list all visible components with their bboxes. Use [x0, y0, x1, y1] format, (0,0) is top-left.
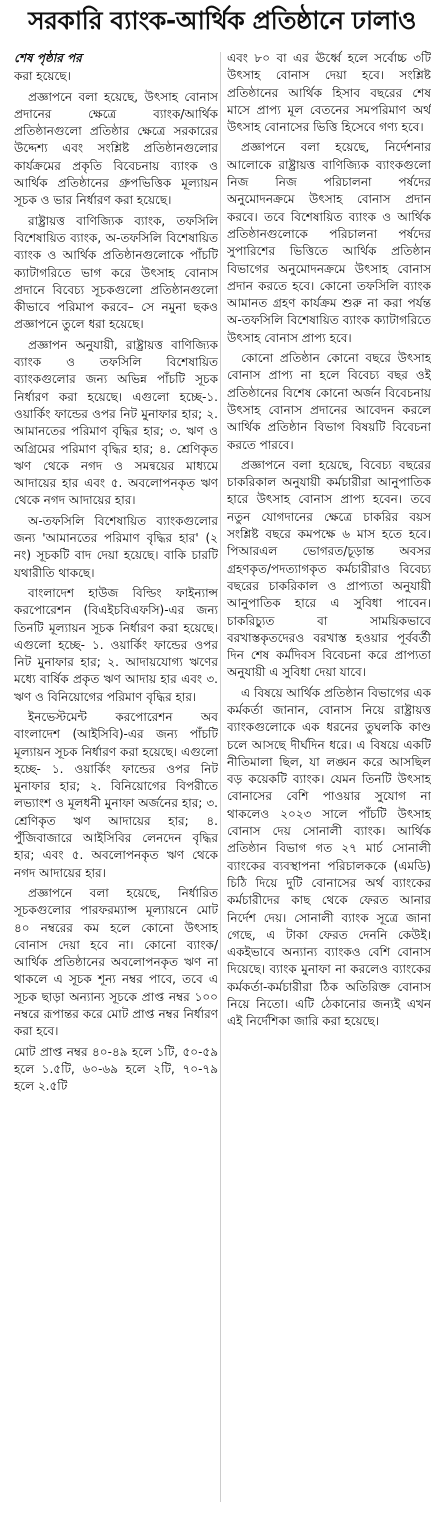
- paragraph: ইনভেস্টমেন্ট করপোরেশন অব বাংলাদেশ (আইসিবি)-এর জন্য পাঁচটি মূল্যায়ন সূচক নির্ধারণ করা হয়েছে। এগুলো হচ্ছে- ১. ওয়ার্কিং ফান্ডের ওপর নিট মুনাফার হার; ২. বিনিয়োগের বিপরীতে লভ্যাংশ ও মূলধনী মুনাফা অর্জনের হার; ৩. শ্রেণিকৃত ঋণ আদায়ের হার; ৪. পুঁজিবাজারে আইসিবির লেনদেন বৃদ্ধির হার; এবং ৫. অবলোপনকৃত ঋণ থেকে নগদ আদায়ের হার।: [14, 709, 218, 880]
- paragraph: এবং ৮০ বা এর ঊর্ধ্বে হলে সর্বোচ্চ ৩টি উৎসাহ বোনাস দেয়া হবে। সংশ্লিষ্ট প্রতিষ্ঠানের আর্থিক হিসাব বছরের শেষ মাসে প্রাপ্য মূল বেতনের সমপরিমাণ অর্থ উৎসাহ বোনাসের ভিত্তি হিসেবে গণ্য হবে।: [227, 51, 431, 135]
- paragraph: কোনো প্রতিষ্ঠান কোনো বছরে উৎসাহ বোনাস প্রাপ্য না হলে বিবেচ্য বছর ওই প্রতিষ্ঠানের বিশেষ কোনো অর্জন বিবেচনায় উৎসাহ বোনাস প্রদানের আবেদন করলে আর্থিক প্রতিষ্ঠান বিভাগ বিষয়টি বিবেচনা করতে পারবে।: [227, 351, 431, 452]
- continued-from-label: শেষ পৃষ্ঠার পর: [14, 51, 82, 65]
- paragraph: প্রজ্ঞাপনে বলা হয়েছে, নির্ধারিত সূচকগুলোর পারফরম্যান্স মূল্যায়নে মোট ৪০ নম্বরের কম হলে কোনো উৎসাহ বোনাস দেয়া হবে না। কোনো ব্যাংক/আর্থিক প্রতিষ্ঠানের অবলোপনকৃত ঋণ না থাকলে এ সূচক শূন্য নম্বর পাবে, তবে এ সূচক ছাড়া অন্যান্য সূচকে প্রাপ্ত নম্বর ১০০ নম্বরে রূপান্তর করে মোট প্রাপ্ত নম্বর নির্ধারণ করা হবে।: [14, 885, 218, 1039]
- paragraph: বাংলাদেশ হাউজ বিল্ডিং ফাইন্যান্স করপোরেশন (বিএইচবিএফসি)-এর জন্য তিনটি মূল্যায়ন সূচক নির্ধারণ করা হয়েছে। এগুলো হচ্ছে- ১. ওয়ার্কিং ফান্ডের ওপর নিট মুনাফার হার; ২. আদায়যোগ্য ঋণের মধ্যে বার্ষিক প্রকৃত ঋণ আদায় হার এবং ৩. ঋণ ও বিনিয়োগের পরিমাণ বৃদ্ধির হার।: [14, 585, 218, 704]
- paragraph: প্রজ্ঞাপনে বলা হয়েছে, উৎসাহ বোনাস প্রদানের ক্ষেত্রে ব্যাংক/আর্থিক প্রতিষ্ঠানগুলো প্রতিষ্ঠার ক্ষেত্রে সরকারের উদ্দেশ্য এবং সংশ্লিষ্ট প্রতিষ্ঠানগুলোর কার্যক্রমের প্রকৃতি বিবেচনায় ব্যাংক ও আর্থিক প্রতিষ্ঠানের গ্রুপভিত্তিক মূল্যায়ন সূচক ও ভার নির্ধারণ করা হয়েছে।: [14, 89, 218, 208]
- paragraph: এ বিষয়ে আর্থিক প্রতিষ্ঠান বিভাগের এক কর্মকর্তা জানান, বোনাস নিয়ে রাষ্ট্রায়ত্ত ব্যাংকগুলোকে এক ধরনের তুঘলকি কাণ্ড চলে আসছে দীর্ঘদিন ধরে। এ বিষয়ে একটি নীতিমালা ছিল, যা লঙ্ঘন করে আসছিল বড় কয়েকটি ব্যাংক। যেমন তিনটি উৎসাহ বোনাসের বেশি পাওয়ার সুযোগ না থাকলেও ২০২৩ সালে পাঁচটি উৎসাহ বোনাস দেয় সোনালী ব্যাংক। আর্থিক প্রতিষ্ঠান বিভাগ গত ২৭ মার্চ সোনালী ব্যাংকের ব্যবস্থাপনা পরিচালককে (এমডি) চিঠি দিয়ে দুটি বোনাসের অর্থ ব্যাংকের কর্মচারীদের কাছ থেকে ফেরত আনার নির্দেশ দেয়। সোনালী ব্যাংক সূত্রে জানা গেছে, এ টাকা ফেরত দেননি কেউই। একইভাবে অন্যান্য ব্যাংকও বেশি বোনাস দিয়েছে। ব্যাংক মুনাফা না করলেও ব্যাংকের কর্মকর্তা-কর্মচারীরা ঠিক অতিরিক্ত বোনাস নিয়ে নিতো। এটি ঠেকানোর জন্যই এখন এই নির্দেশিকা জারি করা হয়েছে।: [227, 685, 431, 1029]
- headline: সরকারি ব্যাংক-আর্থিক প্রতিষ্ঠানে ঢালাও: [28, 5, 416, 35]
- paragraph: প্রজ্ঞাপনে বলা হয়েছে, বিবেচ্য বছরের চাকরিকাল অনুযায়ী কর্মচারীরা আনুপাতিক হারে উৎসাহ বোনাস প্রাপ্য হবেন। তবে নতুন যোগদানের ক্ষেত্রে চাকরির বয়স সংশ্লিষ্ট বছরে কমপক্ষে ৬ মাস হতে হবে। পিআরএল ভোগরত/চূড়ান্ত অবসর গ্রহণকৃত/পদত্যাগকৃত কর্মচারীরাও বিবেচ্য বছরের চাকরিকাল ও প্রাপ্যতা অনুযায়ী আনুপাতিক হারে এ সুবিধা পাবেন। চাকরিচ্যুত বা সাময়িকভাবে বরখাস্তকৃতদেরও বরখাস্ত হওয়ার পূর্ববর্তী দিন শেষ কর্মদিবস বিবেচনা করে প্রাপ্যতা অনুযায়ী এ সুবিধা দেয়া যাবে।: [227, 457, 431, 680]
- article-column-left: [14, 50, 218, 1507]
- paragraph: মোট প্রাপ্ত নম্বর ৪০-৪৯ হলে ১টি, ৫০-৫৯ হলে ১.৫টি, ৬০-৬৯ হলে ২টি, ৭০-৭৯ হলে ২.৫টি: [14, 1044, 218, 1094]
- paragraph: রাষ্ট্রায়ত্ত বাণিজ্যিক ব্যাংক, তফসিলি বিশেষায়িত ব্যাংক, অ-তফসিলি বিশেষায়িত ব্যাংক ও আর্থিক প্রতিষ্ঠানগুলোকে পাঁচটি ক্যাটাগরিতে ভাগ করে উৎসাহ বোনাস প্রদানে বিবেচ্য সূচকগুলো প্রতিষ্ঠানগুলো কীভাবে পরিমাপ করবে– সে নমুনা ছকও প্রজ্ঞাপনে তুলে ধরা হয়েছে।: [14, 213, 218, 332]
- paragraph: প্রজ্ঞাপনে বলা হয়েছে, নির্দেশনার আলোকে রাষ্ট্রায়ত্ত বাণিজ্যিক ব্যাংকগুলো নিজ নিজ পরিচালনা পর্ষদের অনুমোদনক্রমে উৎসাহ বোনাস প্রদান করবে। তবে বিশেষায়িত ব্যাংক ও আর্থিক প্রতিষ্ঠানগুলোকে পরিচালনা পর্ষদের সুপারিশের ভিত্তিতে আর্থিক প্রতিষ্ঠান বিভাগের অনুমোদনক্রমে উৎসাহ বোনাস প্রদান করতে হবে। কোনো তফসিলি ব্যাংক আমানত গ্রহণ কার্যক্রম শুরু না করা পর্যন্ত অ-তফসিলি বিশেষায়িত ব্যাংক ক্যাটাগরিতে উৎসাহ বোনাস প্রাপ্য হবে।: [227, 140, 431, 345]
- article-column-right: [227, 50, 431, 1507]
- paragraph: প্রজ্ঞাপন অনুযায়ী, রাষ্ট্রায়ত্ত বাণিজ্যিক ব্যাংক ও তফসিলি বিশেষায়িত ব্যাংকগুলোর জন্য অভিন্ন পাঁচটি সূচক নির্ধারণ করা হয়েছে। এগুলো হচ্ছে-১. ওয়ার্কিং ফান্ডের ওপর নিট মুনাফার হার; ২. আমানতের পরিমাণ বৃদ্ধির হার; ৩. ঋণ ও অগ্রিমের পরিমাণ বৃদ্ধির হার; ৪. শ্রেণিকৃত ঋণ থেকে নগদ ও সমন্বয়ের মাধ্যমে আদায়ের হার এবং ৫. অবলোপনকৃত ঋণ থেকে নগদ আদায়ের হার।: [14, 337, 218, 508]
- paragraph: অ-তফসিলি বিশেষায়িত ব্যাংকগুলোর জন্য 'আমানতের পরিমাণ বৃদ্ধির হার' (২ নং) সূচকটি বাদ দেয়া হয়েছে। বাকি চারটি যথারীতি থাকছে।: [14, 513, 218, 580]
- column-divider: [220, 52, 221, 1502]
- paragraph: করা হয়েছে।: [14, 69, 71, 84]
